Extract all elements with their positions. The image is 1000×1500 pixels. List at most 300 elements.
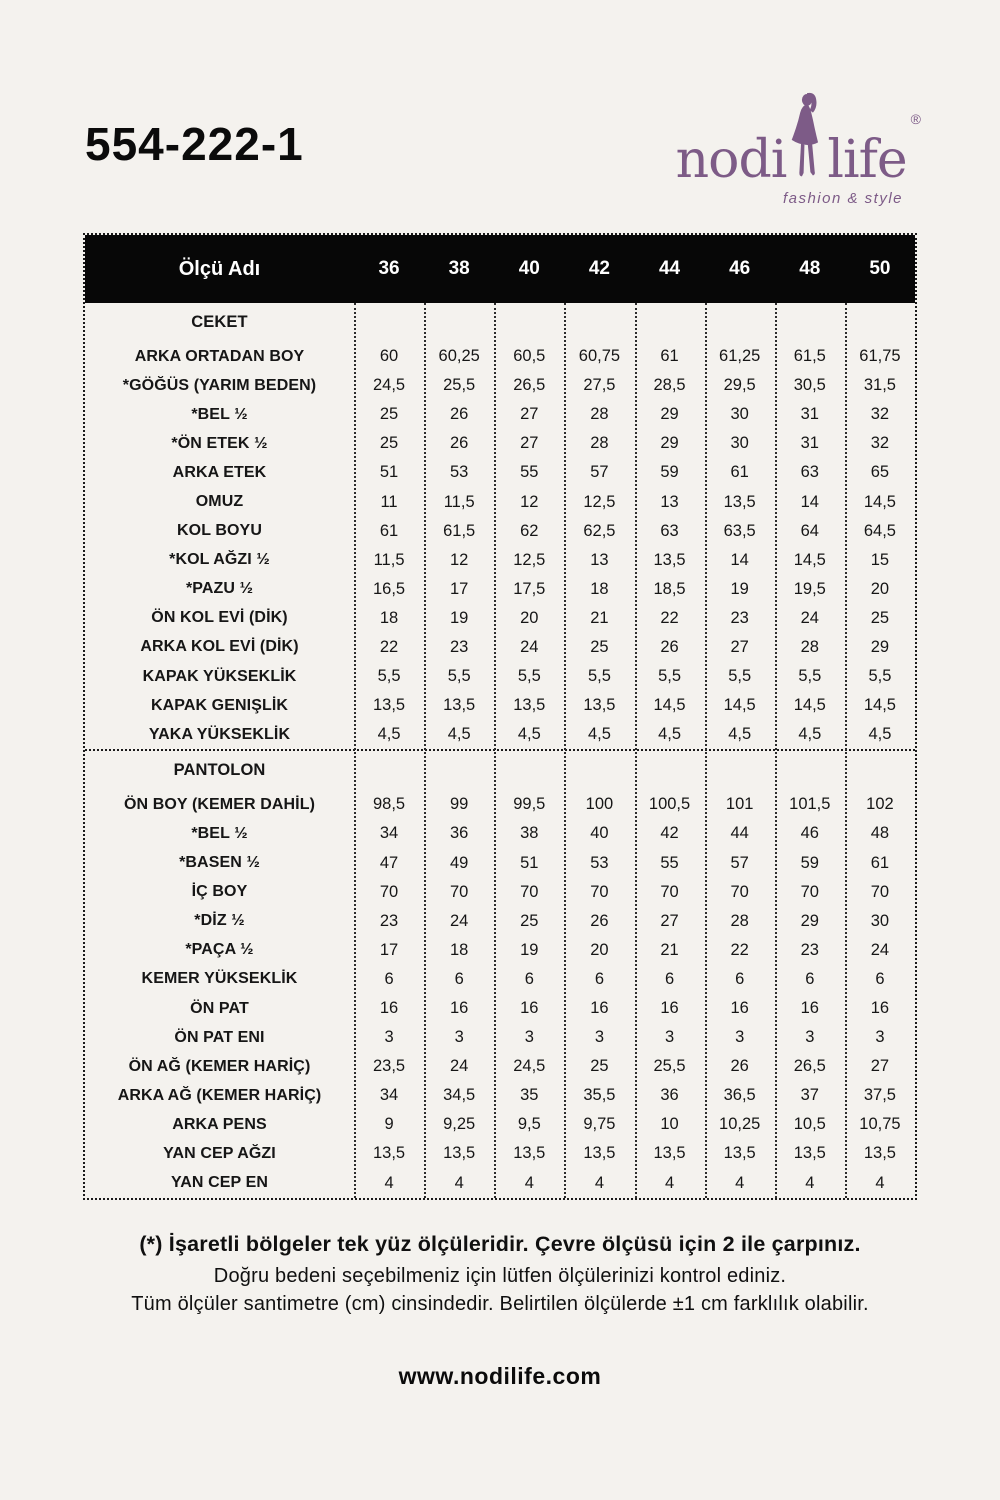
cell-value: 4 bbox=[805, 1173, 815, 1192]
cell-value: 4 bbox=[664, 1173, 675, 1192]
cell-value: 32 bbox=[870, 405, 890, 424]
cell-value: 99,5 bbox=[513, 795, 546, 814]
cell-value: 48 bbox=[870, 824, 890, 843]
cell-value: 13,5 bbox=[513, 1144, 546, 1163]
table-row bbox=[85, 487, 915, 516]
cell-value: 24,5 bbox=[513, 1057, 546, 1076]
cell-value: 22 bbox=[730, 940, 749, 959]
cell-value: 28 bbox=[800, 637, 819, 656]
cell-value: 35,5 bbox=[583, 1086, 616, 1105]
cell-value: 19 bbox=[450, 608, 469, 627]
row-label: KAPAK YÜKSEKLİK bbox=[142, 667, 297, 685]
row-label: *BASEN ½ bbox=[179, 854, 260, 872]
cell-value: 27 bbox=[520, 434, 539, 453]
cell-value: 14,5 bbox=[723, 696, 756, 715]
row-label: *BEL ½ bbox=[191, 405, 248, 423]
cell-value: 15 bbox=[870, 550, 890, 569]
cell-value: 14,5 bbox=[793, 550, 826, 569]
cell-value: 65 bbox=[870, 463, 890, 482]
cell-value: 13,5 bbox=[793, 1144, 826, 1163]
cell-value: 13,5 bbox=[583, 696, 616, 715]
cell-value: 14,5 bbox=[793, 696, 826, 715]
cell-value: 42 bbox=[660, 824, 679, 843]
cell-value: 10,25 bbox=[719, 1115, 761, 1134]
cell-value: 29 bbox=[660, 405, 679, 424]
website-url: www.nodilife.com bbox=[398, 1363, 602, 1389]
cell-value: 11,5 bbox=[443, 492, 475, 511]
registered-trademark-icon: ® bbox=[910, 111, 921, 128]
cell-value: 5,5 bbox=[447, 667, 471, 686]
cell-value: 18 bbox=[590, 579, 609, 598]
cell-value: 70 bbox=[800, 882, 819, 901]
section-title-row bbox=[85, 303, 915, 342]
row-label: KOL BOYU bbox=[177, 522, 262, 540]
cell-value: 18 bbox=[450, 940, 469, 959]
cell-value: 53 bbox=[450, 463, 469, 482]
cell-value: 4 bbox=[524, 1173, 534, 1192]
cell-value: 3 bbox=[875, 1028, 885, 1047]
cell-value: 25 bbox=[590, 1057, 609, 1076]
cell-value: 32 bbox=[870, 434, 890, 453]
footer-notes bbox=[0, 1232, 1000, 1321]
cell-value: 17,5 bbox=[513, 579, 546, 598]
cell-value: 20 bbox=[590, 940, 609, 959]
row-label: *DİZ ½ bbox=[194, 912, 245, 930]
cell-value: 27 bbox=[730, 637, 749, 656]
cell-value: 60,25 bbox=[438, 347, 480, 366]
cell-value: 27 bbox=[870, 1057, 890, 1076]
section-title-row bbox=[85, 751, 915, 790]
cell-value: 25 bbox=[520, 911, 539, 930]
cell-value: 55 bbox=[520, 463, 539, 482]
row-label: ARKA PENS bbox=[172, 1115, 267, 1133]
cell-value: 29 bbox=[800, 911, 819, 930]
cell-value: 55 bbox=[660, 853, 679, 872]
cell-value: 6 bbox=[594, 969, 605, 988]
cell-value: 20 bbox=[870, 579, 890, 598]
cell-value: 6 bbox=[805, 969, 815, 988]
table-header-size-42: 42 bbox=[588, 258, 610, 279]
table-row bbox=[85, 1110, 915, 1139]
row-label: ARKA ORTADAN BOY bbox=[134, 347, 305, 365]
cell-value: 26 bbox=[590, 911, 609, 930]
cell-value: 20 bbox=[520, 608, 539, 627]
cell-value: 4,5 bbox=[447, 725, 471, 744]
cell-value: 61,5 bbox=[793, 347, 826, 366]
cell-value: 63 bbox=[800, 463, 819, 482]
cell-value: 29 bbox=[660, 434, 679, 453]
cell-value: 23 bbox=[730, 608, 749, 627]
cell-value: 51 bbox=[379, 463, 399, 482]
cell-value: 60 bbox=[379, 347, 399, 366]
cell-value: 53 bbox=[590, 853, 609, 872]
cell-value: 34 bbox=[379, 1086, 399, 1105]
table-row bbox=[85, 662, 915, 691]
row-label: ÖN AĞ (KEMER HARİÇ) bbox=[128, 1057, 311, 1075]
cell-value: 10 bbox=[660, 1115, 679, 1134]
table-row bbox=[85, 994, 915, 1023]
cell-value: 13,5 bbox=[653, 550, 686, 569]
size-table bbox=[83, 233, 917, 1200]
cell-value: 27 bbox=[520, 405, 539, 424]
cell-value: 12,5 bbox=[513, 550, 546, 569]
cell-value: 61,5 bbox=[443, 521, 476, 540]
cell-value: 44 bbox=[730, 824, 749, 843]
table-row bbox=[85, 907, 915, 936]
cell-value: 61 bbox=[730, 463, 749, 482]
cell-value: 13,5 bbox=[513, 696, 546, 715]
cell-value: 34 bbox=[379, 824, 399, 843]
cell-value: 4,5 bbox=[868, 725, 892, 744]
cell-value: 24 bbox=[450, 911, 469, 930]
brand-logo bbox=[675, 92, 921, 207]
table-row bbox=[85, 546, 915, 575]
cell-value: 98,5 bbox=[373, 795, 406, 814]
cell-value: 5,5 bbox=[868, 667, 892, 686]
cell-value: 26 bbox=[660, 637, 679, 656]
table-row bbox=[85, 517, 915, 546]
cell-value: 11 bbox=[380, 492, 398, 511]
cell-value: 30,5 bbox=[793, 376, 826, 395]
cell-value: 70 bbox=[730, 882, 749, 901]
cell-value: 3 bbox=[454, 1028, 464, 1047]
row-label: YAN CEP AĞZI bbox=[163, 1144, 276, 1162]
cell-value: 70 bbox=[590, 882, 609, 901]
row-label: *GÖĞÜS (YARIM BEDEN) bbox=[122, 376, 317, 394]
cell-value: 14,5 bbox=[863, 492, 896, 511]
cell-value: 26 bbox=[450, 405, 469, 424]
table-row bbox=[85, 429, 915, 458]
table-header-row bbox=[85, 235, 915, 303]
cell-value: 14,5 bbox=[863, 696, 896, 715]
row-label: YAN CEP EN bbox=[170, 1174, 269, 1192]
row-label: ÖN PAT ENI bbox=[174, 1028, 265, 1046]
cell-value: 4,5 bbox=[517, 725, 541, 744]
cell-value: 23 bbox=[800, 940, 819, 959]
cell-value: 4,5 bbox=[798, 725, 822, 744]
cell-value: 17 bbox=[450, 579, 469, 598]
cell-value: 59 bbox=[660, 463, 679, 482]
cell-value: 24 bbox=[870, 940, 890, 959]
cell-value: 13,5 bbox=[583, 1144, 616, 1163]
cell-value: 3 bbox=[735, 1028, 745, 1047]
cell-value: 25 bbox=[870, 608, 890, 627]
cell-value: 70 bbox=[450, 882, 469, 901]
cell-value: 28 bbox=[590, 434, 609, 453]
cell-value: 16 bbox=[870, 999, 890, 1018]
row-label: OMUZ bbox=[195, 493, 244, 511]
cell-value: 3 bbox=[384, 1028, 394, 1047]
cell-value: 13,5 bbox=[373, 696, 406, 715]
cell-value: 46 bbox=[800, 824, 819, 843]
cell-value: 5,5 bbox=[517, 667, 541, 686]
section-title: CEKET bbox=[191, 313, 248, 331]
row-label: YAKA YÜKSEKLİK bbox=[148, 725, 291, 743]
cell-value: 6 bbox=[524, 969, 534, 988]
cell-value: 22 bbox=[660, 608, 679, 627]
brand-name-right: life bbox=[827, 130, 907, 191]
cell-value: 26 bbox=[450, 434, 469, 453]
cell-value: 29 bbox=[870, 637, 890, 656]
row-label: İÇ BOY bbox=[191, 883, 248, 901]
cell-value: 36,5 bbox=[723, 1086, 756, 1105]
product-code: 554-222-1 bbox=[85, 118, 304, 170]
cell-value: 63 bbox=[660, 521, 679, 540]
table-section bbox=[85, 749, 915, 1197]
brand-name-left: nodi bbox=[675, 130, 787, 191]
table-row bbox=[85, 458, 915, 487]
cell-value: 61 bbox=[379, 521, 399, 540]
row-label: KEMER YÜKSEKLİK bbox=[141, 970, 298, 988]
row-label: ÖN BOY (KEMER DAHİL) bbox=[123, 795, 316, 813]
cell-value: 49 bbox=[450, 853, 469, 872]
cell-value: 31 bbox=[800, 434, 819, 453]
cell-value: 16 bbox=[800, 999, 819, 1018]
cell-value: 13,5 bbox=[653, 1144, 686, 1163]
cell-value: 40 bbox=[590, 824, 609, 843]
cell-value: 101,5 bbox=[789, 795, 831, 814]
cell-value: 4 bbox=[594, 1173, 605, 1192]
cell-value: 62 bbox=[520, 521, 539, 540]
cell-value: 17 bbox=[379, 940, 399, 959]
cell-value: 34,5 bbox=[443, 1086, 476, 1105]
cell-value: 30 bbox=[730, 405, 749, 424]
cell-value: 31,5 bbox=[863, 376, 896, 395]
cell-value: 4 bbox=[735, 1173, 745, 1192]
row-label: *KOL AĞZI ½ bbox=[169, 551, 270, 569]
cell-value: 64,5 bbox=[863, 521, 896, 540]
table-header-size-50: 50 bbox=[869, 258, 891, 279]
cell-value: 19 bbox=[520, 940, 539, 959]
cell-value: 5,5 bbox=[658, 667, 682, 686]
cell-value: 16,5 bbox=[373, 579, 406, 598]
cell-value: 12 bbox=[520, 492, 539, 511]
cell-value: 61,25 bbox=[719, 347, 761, 366]
cell-value: 26 bbox=[730, 1057, 749, 1076]
cell-value: 5,5 bbox=[587, 667, 611, 686]
row-label: ÖN PAT bbox=[190, 999, 249, 1017]
row-label: ARKA ETEK bbox=[172, 463, 267, 481]
cell-value: 35 bbox=[520, 1086, 539, 1105]
cell-value: 6 bbox=[454, 969, 464, 988]
row-label: *PAÇA ½ bbox=[185, 941, 254, 959]
cell-value: 36 bbox=[450, 824, 469, 843]
table-row bbox=[85, 936, 915, 965]
table-row bbox=[85, 371, 915, 400]
cell-value: 64 bbox=[800, 521, 819, 540]
cell-value: 99 bbox=[450, 795, 469, 814]
cell-value: 4 bbox=[384, 1173, 394, 1192]
table-header-measure-name: Ölçü Adı bbox=[178, 257, 261, 280]
cell-value: 30 bbox=[870, 911, 890, 930]
cell-value: 14,5 bbox=[653, 696, 686, 715]
table-header-size-48: 48 bbox=[799, 258, 821, 279]
cell-value: 57 bbox=[590, 463, 609, 482]
cell-value: 24,5 bbox=[373, 376, 406, 395]
cell-value: 14 bbox=[800, 492, 819, 511]
cell-value: 13,5 bbox=[723, 1144, 756, 1163]
cell-value: 60,5 bbox=[513, 347, 546, 366]
cell-value: 28 bbox=[590, 405, 609, 424]
cell-value: 27 bbox=[660, 911, 679, 930]
table-header-size-40: 40 bbox=[518, 258, 540, 279]
row-label: ÖN KOL EVİ (DİK) bbox=[151, 609, 288, 627]
cell-value: 9,5 bbox=[517, 1115, 541, 1134]
cell-value: 6 bbox=[384, 969, 394, 988]
woman-silhouette-icon bbox=[790, 92, 824, 186]
cell-value: 61 bbox=[870, 853, 890, 872]
cell-value: 12,5 bbox=[583, 492, 616, 511]
cell-value: 10,75 bbox=[859, 1115, 901, 1134]
table-header-size-46: 46 bbox=[729, 258, 751, 279]
section-title: PANTOLON bbox=[173, 761, 266, 780]
cell-value: 31 bbox=[800, 405, 819, 424]
cell-value: 13,5 bbox=[373, 1144, 406, 1163]
cell-value: 14 bbox=[730, 550, 749, 569]
cell-value: 13,5 bbox=[723, 492, 756, 511]
cell-value: 29,5 bbox=[723, 376, 756, 395]
cell-value: 37 bbox=[800, 1086, 819, 1105]
cell-value: 21 bbox=[590, 608, 609, 627]
cell-value: 60,75 bbox=[578, 347, 621, 366]
table-row bbox=[85, 633, 915, 662]
cell-value: 3 bbox=[524, 1028, 534, 1047]
cell-value: 70 bbox=[520, 882, 539, 901]
cell-value: 5,5 bbox=[798, 667, 822, 686]
cell-value: 4,5 bbox=[658, 725, 682, 744]
cell-value: 16 bbox=[379, 999, 399, 1018]
table-row bbox=[85, 604, 915, 633]
cell-value: 47 bbox=[379, 853, 399, 872]
table-row bbox=[85, 342, 915, 371]
table-row bbox=[85, 878, 915, 907]
table-section bbox=[85, 303, 915, 749]
table-header-size-38: 38 bbox=[448, 258, 470, 279]
cell-value: 61 bbox=[660, 347, 679, 366]
cell-value: 23,5 bbox=[373, 1057, 406, 1076]
cell-value: 25 bbox=[379, 405, 399, 424]
cell-value: 24 bbox=[800, 608, 819, 627]
cell-value: 6 bbox=[875, 969, 885, 988]
cell-value: 6 bbox=[735, 969, 745, 988]
cell-value: 28,5 bbox=[653, 376, 686, 395]
cell-value: 5,5 bbox=[728, 667, 752, 686]
note-asterisk: (*) İşaretli bölgeler tek yüz ölçüleridir. Çevre ölçüsü için 2 ile çarpınız. bbox=[139, 1232, 861, 1256]
cell-value: 102 bbox=[866, 795, 894, 814]
cell-value: 70 bbox=[870, 882, 890, 901]
cell-value: 57 bbox=[730, 853, 749, 872]
cell-value: 19,5 bbox=[793, 579, 826, 598]
cell-value: 101 bbox=[725, 795, 754, 814]
cell-value: 22 bbox=[379, 637, 399, 656]
cell-value: 63,5 bbox=[723, 521, 756, 540]
cell-value: 12 bbox=[450, 550, 469, 569]
cell-value: 70 bbox=[379, 882, 399, 901]
cell-value: 37,5 bbox=[863, 1086, 896, 1105]
cell-value: 26,5 bbox=[793, 1057, 826, 1076]
cell-value: 25 bbox=[590, 637, 609, 656]
cell-value: 4,5 bbox=[377, 725, 401, 744]
cell-value: 36 bbox=[660, 1086, 679, 1105]
row-label: *BEL ½ bbox=[191, 824, 248, 842]
cell-value: 4 bbox=[454, 1173, 464, 1192]
note-check-size: Doğru bedeni seçebilmeniz için lütfen ölçülerinizi kontrol ediniz. bbox=[213, 1265, 787, 1287]
cell-value: 51 bbox=[520, 853, 539, 872]
cell-value: 21 bbox=[660, 940, 679, 959]
cell-value: 13 bbox=[660, 492, 679, 511]
cell-value: 3 bbox=[594, 1028, 605, 1047]
row-label: ARKA AĞ (KEMER HARİÇ) bbox=[117, 1086, 322, 1104]
cell-value: 38 bbox=[520, 824, 539, 843]
table-row bbox=[85, 1139, 915, 1168]
table-row bbox=[85, 819, 915, 848]
table-header-size-36: 36 bbox=[378, 258, 400, 279]
cell-value: 59 bbox=[800, 853, 819, 872]
cell-value: 16 bbox=[450, 999, 469, 1018]
table-row bbox=[85, 720, 915, 749]
cell-value: 24 bbox=[520, 637, 539, 656]
table-row bbox=[85, 1023, 915, 1052]
table-row bbox=[85, 1169, 915, 1198]
cell-value: 9,75 bbox=[583, 1115, 616, 1134]
table-row bbox=[85, 400, 915, 429]
table-header-size-44: 44 bbox=[658, 258, 681, 279]
cell-value: 16 bbox=[590, 999, 609, 1018]
cell-value: 25,5 bbox=[443, 376, 476, 395]
cell-value: 5,5 bbox=[377, 667, 401, 686]
table-row bbox=[85, 790, 915, 819]
brand-tagline: fashion & style bbox=[782, 190, 903, 207]
cell-value: 16 bbox=[520, 999, 539, 1018]
cell-value: 30 bbox=[730, 434, 749, 453]
cell-value: 61,75 bbox=[859, 347, 901, 366]
table-row bbox=[85, 691, 915, 720]
table-row bbox=[85, 1081, 915, 1110]
row-label: *ÖN ETEK ½ bbox=[171, 434, 268, 452]
cell-value: 23 bbox=[379, 911, 399, 930]
cell-value: 100 bbox=[585, 795, 614, 814]
cell-value: 9,25 bbox=[443, 1115, 476, 1134]
cell-value: 6 bbox=[664, 969, 675, 988]
cell-value: 3 bbox=[664, 1028, 675, 1047]
cell-value: 25,5 bbox=[653, 1057, 686, 1076]
cell-value: 9 bbox=[384, 1115, 394, 1134]
cell-value: 18 bbox=[379, 608, 399, 627]
cell-value: 26,5 bbox=[513, 376, 546, 395]
cell-value: 62,5 bbox=[583, 521, 616, 540]
cell-value: 25 bbox=[379, 434, 399, 453]
note-cm-tolerance: Tüm ölçüler santimetre (cm) cinsindedir. Belirtilen ölçülerde ±1 cm farklılık olabilir. bbox=[131, 1293, 869, 1315]
cell-value: 4,5 bbox=[728, 725, 752, 744]
cell-value: 4,5 bbox=[587, 725, 611, 744]
table-row bbox=[85, 575, 915, 604]
cell-value: 13,5 bbox=[443, 1144, 476, 1163]
cell-value: 3 bbox=[805, 1028, 815, 1047]
cell-value: 19 bbox=[730, 579, 749, 598]
cell-value: 4 bbox=[875, 1173, 885, 1192]
table-body bbox=[85, 303, 915, 1198]
table-row bbox=[85, 1052, 915, 1081]
cell-value: 70 bbox=[660, 882, 679, 901]
cell-value: 23 bbox=[450, 637, 469, 656]
cell-value: 13,5 bbox=[443, 696, 476, 715]
cell-value: 16 bbox=[660, 999, 679, 1018]
cell-value: 24 bbox=[450, 1057, 469, 1076]
row-label: KAPAK GENIŞLİK bbox=[150, 696, 289, 714]
cell-value: 10,5 bbox=[793, 1115, 826, 1134]
cell-value: 16 bbox=[730, 999, 749, 1018]
cell-value: 27,5 bbox=[583, 376, 616, 395]
